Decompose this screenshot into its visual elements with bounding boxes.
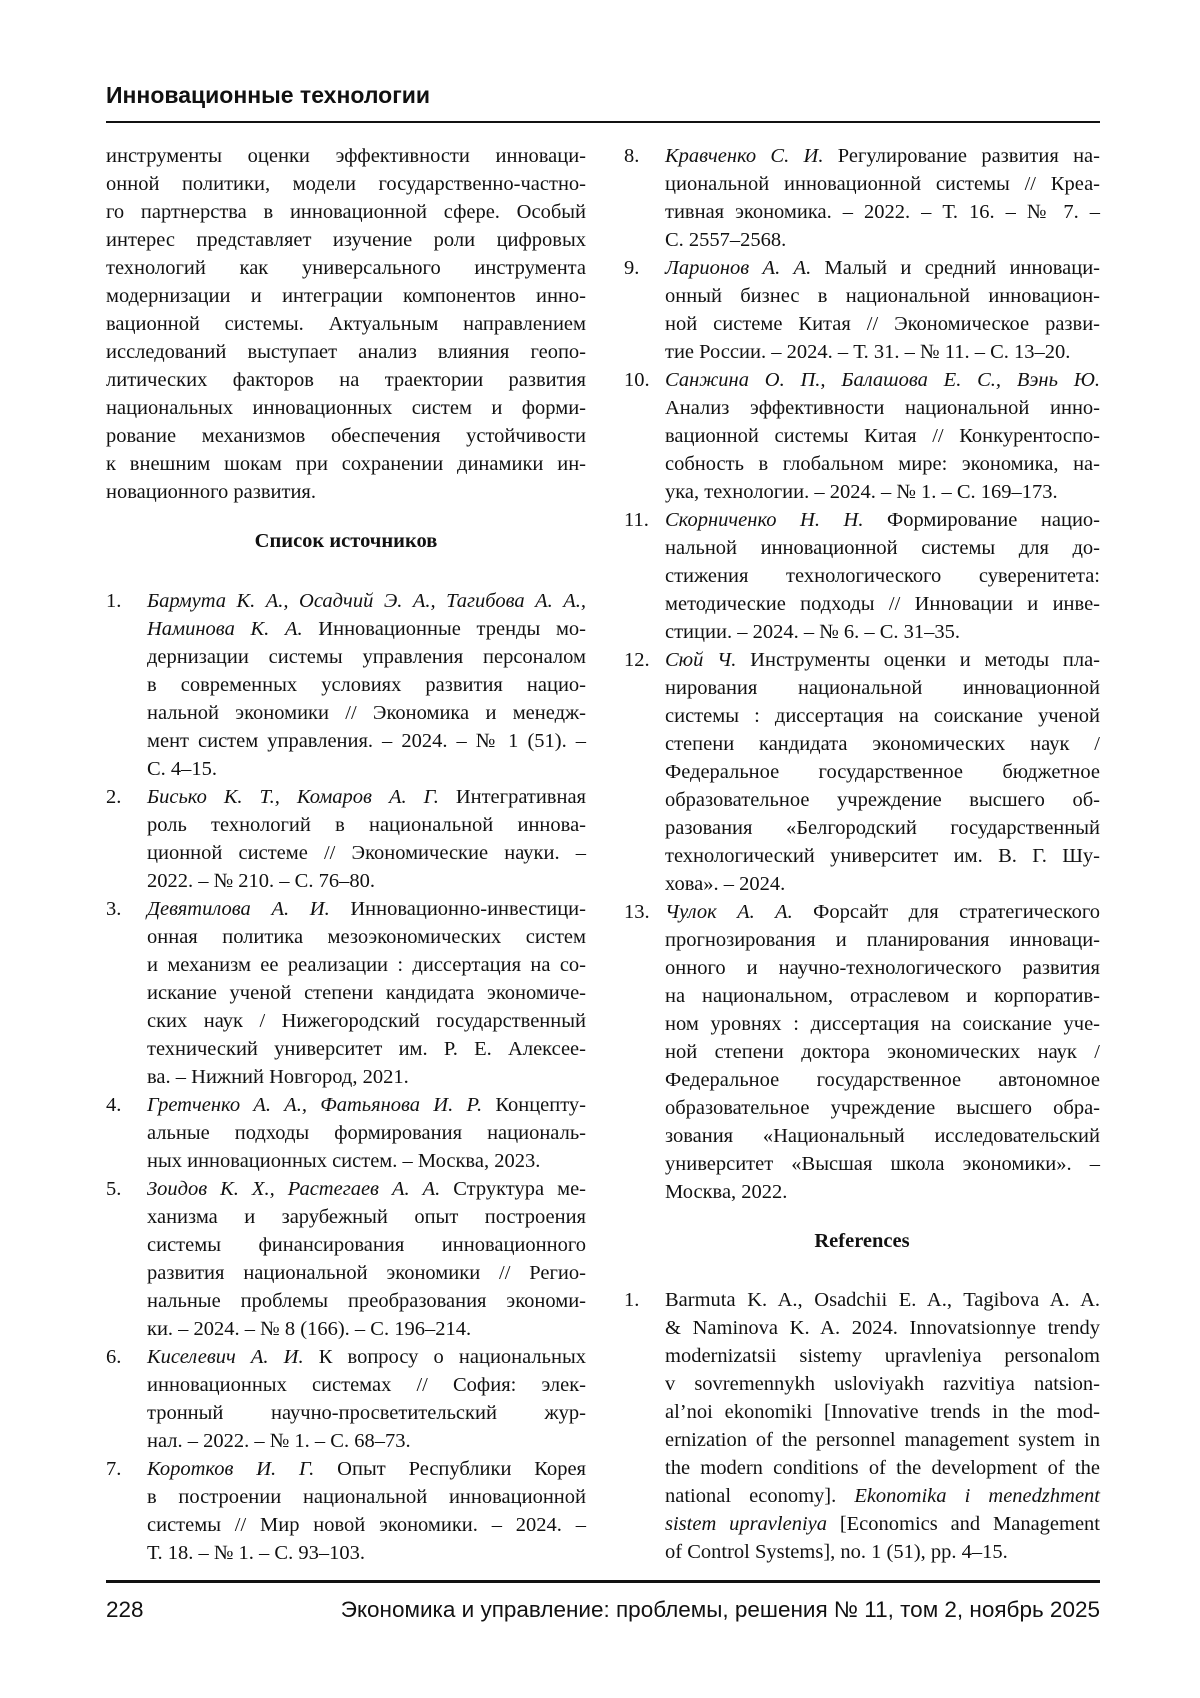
- line-text: зования «Национальный исследовательский: [665, 1125, 1100, 1147]
- line-text: дернизации системы управления персоналом: [147, 646, 586, 668]
- item-line: [665, 142, 1100, 170]
- line-text: собность в глобальном мире: экономика, на-: [665, 453, 1100, 475]
- paragraph-line: вационной системы. Актуальным направлением: [106, 310, 586, 338]
- line-text: the modern conditions of the development of the: [665, 1457, 1100, 1479]
- item-line: [147, 1399, 586, 1427]
- line-text: modernizatsii sistemy upravleniya personalom: [665, 1345, 1100, 1367]
- line-text: образовательное учреждение высшего об-: [665, 789, 1100, 811]
- line-text: вационной системы Китая // Конкурентоспо-: [665, 425, 1100, 447]
- line-text: онная политика мезоэкономических систем: [147, 926, 586, 948]
- paragraph-line: интерес представляет изучение роли цифровых: [106, 226, 586, 254]
- item-line: [147, 783, 586, 811]
- item-line: [665, 1010, 1100, 1038]
- line-text: ука, технологии. – 2024. – № 1. – С. 169–173.: [665, 481, 1058, 503]
- line-text: тие России. – 2024. – Т. 31. – № 11. – С. 13–20.: [665, 341, 1070, 363]
- item-line: [147, 1287, 586, 1315]
- line-text: циональной инновационной системы // Креа-: [665, 173, 1100, 195]
- item-line: [665, 226, 1100, 254]
- item-number: 4.: [106, 1091, 121, 1119]
- item-line: [665, 506, 1100, 534]
- list-item: [106, 1343, 586, 1455]
- item-line: [665, 1454, 1100, 1482]
- author-or-title-italic: Чулок А. А.: [665, 901, 793, 923]
- list-item: [106, 895, 586, 1091]
- author-or-title-italic: Бисько К. Т., Комаров А. Г.: [147, 786, 439, 808]
- list-item: [106, 1175, 586, 1343]
- line-text: тивная экономика. – 2022. – Т. 16. – № 7. –: [665, 201, 1100, 223]
- line-text: системы финансирования инновационного: [147, 1234, 586, 1256]
- item-line: [147, 951, 586, 979]
- line-text: инновационных системах // София: элек-: [147, 1374, 586, 1396]
- line-text: Регулирование развития на-: [823, 145, 1100, 167]
- item-number: 1.: [624, 1286, 639, 1314]
- page-number: 228: [106, 1597, 144, 1623]
- paragraph-line: модернизации и интеграции компонентов инно-: [106, 282, 586, 310]
- item-line: [665, 1150, 1100, 1178]
- item-line: [665, 1482, 1100, 1510]
- item-line: [665, 870, 1100, 898]
- line-text: [Economics and Management: [827, 1513, 1100, 1535]
- line-text: Москва, 2022.: [665, 1181, 787, 1203]
- line-text: онного и научно-технологического развития: [665, 957, 1100, 979]
- item-line: [147, 1007, 586, 1035]
- paragraph-line: рование механизмов обеспечения устойчивости: [106, 422, 586, 450]
- item-line: [665, 1314, 1100, 1342]
- line-text: нальной инновационной системы для до-: [665, 537, 1100, 559]
- footer-rule: [106, 1580, 1100, 1583]
- author-or-title-italic: Бармута К. А., Осадчий Э. А., Тагибова А. А.,: [147, 590, 586, 612]
- item-line: [665, 1398, 1100, 1426]
- paragraph-line: исследований выступает анализ влияния геопо-: [106, 338, 586, 366]
- item-number: 3.: [106, 895, 121, 923]
- paragraph-line: национальных инновационных систем и форми-: [106, 394, 586, 422]
- item-line: [665, 366, 1100, 394]
- line-text: national economy].: [665, 1485, 854, 1507]
- line-text: Интегративная: [439, 786, 586, 808]
- paragraph-line: к внешним шокам при сохранении динамики ин-: [106, 450, 586, 478]
- list-item: [624, 366, 1100, 506]
- line-text: стижения технологического суверенитета:: [665, 565, 1100, 587]
- item-line: [147, 1315, 586, 1343]
- list-item: [624, 1286, 1100, 1566]
- author-or-title-italic: Сюй Ч.: [665, 649, 736, 671]
- line-text: al’noi ekonomiki [Innovative trends in the mod-: [665, 1401, 1100, 1423]
- item-line: [665, 198, 1100, 226]
- line-text: v sovremennykh usloviyakh razvitiya natsion-: [665, 1373, 1100, 1395]
- item-line: [665, 394, 1100, 422]
- item-line: [147, 1063, 586, 1091]
- line-text: степени кандидата экономических наук /: [665, 733, 1100, 755]
- line-text: ханизма и зарубежный опыт построения: [147, 1206, 586, 1228]
- item-line: [665, 730, 1100, 758]
- references-list: [624, 1286, 1100, 1566]
- item-number: 9.: [624, 254, 639, 282]
- item-line: [147, 1455, 586, 1483]
- line-text: технический университет им. Р. Е. Алексее-: [147, 1038, 586, 1060]
- line-text: в современных условиях развития нацио-: [147, 674, 586, 696]
- line-text: и механизм ее реализации : диссертация на со-: [147, 954, 586, 976]
- list-item: [624, 646, 1100, 898]
- list-item: [106, 587, 586, 783]
- item-line: [147, 923, 586, 951]
- line-text: методические подходы // Инновации и инве-: [665, 593, 1100, 615]
- line-text: Barmuta K. A., Osadchii E. A., Tagibova A. A.: [665, 1289, 1100, 1311]
- line-text: К вопросу о национальных: [304, 1346, 586, 1368]
- item-line: [147, 1371, 586, 1399]
- item-line: [665, 1178, 1100, 1206]
- header-rule: [106, 121, 1100, 123]
- author-or-title-italic: Скорниченко Н. Н.: [665, 509, 863, 531]
- item-line: [665, 170, 1100, 198]
- sources-list-left: [106, 587, 586, 1567]
- line-text: тронный научно-просветительский жур-: [147, 1402, 586, 1424]
- item-line: [665, 786, 1100, 814]
- line-text: нальные проблемы преобразования экономи-: [147, 1290, 586, 1312]
- line-text: & Naminova K. A. 2024. Innovatsionnye trendy: [665, 1317, 1100, 1339]
- item-line: [665, 898, 1100, 926]
- item-line: [147, 671, 586, 699]
- paragraph-line: технологий как универсального инструмента: [106, 254, 586, 282]
- list-item: [624, 142, 1100, 254]
- line-text: на национальном, отраслевом и корпоратив-: [665, 985, 1100, 1007]
- item-line: [665, 1510, 1100, 1538]
- sources-list-right: [624, 142, 1100, 1206]
- item-line: [147, 1539, 586, 1567]
- item-line: [147, 1035, 586, 1063]
- line-text: Форсайт для стратегического: [793, 901, 1100, 923]
- line-text: ной степени доктора экономических наук /: [665, 1041, 1100, 1063]
- line-text: С. 2557–2568.: [665, 229, 786, 251]
- item-line: [147, 587, 586, 615]
- author-or-title-italic: Зоидов К. Х., Растегаев А. А.: [147, 1178, 440, 1200]
- journal-name: Экономика и управление: проблемы, решения № 11, том 2, ноябрь 2025: [341, 1597, 1100, 1623]
- item-number: 12.: [624, 646, 650, 674]
- line-text: С. 4–15.: [147, 758, 217, 780]
- item-line: [665, 1038, 1100, 1066]
- item-line: [147, 1511, 586, 1539]
- line-text: нальной экономики // Экономика и менедж-: [147, 702, 586, 724]
- item-line: [665, 1538, 1100, 1566]
- item-line: [147, 1119, 586, 1147]
- item-line: [665, 1122, 1100, 1150]
- item-line: [665, 590, 1100, 618]
- item-number: 10.: [624, 366, 650, 394]
- list-item: [624, 898, 1100, 1206]
- item-line: [147, 979, 586, 1007]
- line-text: системы // Мир новой экономики. – 2024. –: [147, 1514, 586, 1536]
- line-text: альные подходы формирования националь-: [147, 1122, 586, 1144]
- list-item: [624, 254, 1100, 366]
- item-line: [665, 422, 1100, 450]
- author-or-title-italic: Кравченко С. И.: [665, 145, 823, 167]
- item-line: [665, 338, 1100, 366]
- line-text: онный бизнес в национальной инновацион-: [665, 285, 1100, 307]
- line-text: роль технологий в национальной иннова-: [147, 814, 586, 836]
- item-line: [665, 1370, 1100, 1398]
- item-line: [665, 1066, 1100, 1094]
- author-or-title-italic: sistem upravleniya: [665, 1513, 827, 1535]
- item-line: [665, 562, 1100, 590]
- line-text: ва. – Нижний Новгород, 2021.: [147, 1066, 409, 1088]
- line-text: стиции. – 2024. – № 6. – С. 31–35.: [665, 621, 960, 643]
- line-text: ских наук / Нижегородский государственный: [147, 1010, 586, 1032]
- item-line: [665, 1342, 1100, 1370]
- item-line: [147, 1343, 586, 1371]
- item-number: 6.: [106, 1343, 121, 1371]
- line-text: в построении национальной инновационной: [147, 1486, 586, 1508]
- section-title: Инновационные технологии: [106, 82, 430, 109]
- item-number: 11.: [624, 506, 649, 534]
- item-line: [665, 814, 1100, 842]
- item-line: [147, 755, 586, 783]
- line-text: системы : диссертация на соискание ученой: [665, 705, 1100, 727]
- item-line: [147, 1147, 586, 1175]
- line-text: нирования национальной инновационной: [665, 677, 1100, 699]
- list-item: [106, 783, 586, 895]
- item-line: [147, 1231, 586, 1259]
- item-line: [665, 534, 1100, 562]
- item-line: [665, 1286, 1100, 1314]
- item-line: [147, 1427, 586, 1455]
- line-text: развития национальной экономики // Регио-: [147, 1262, 586, 1284]
- intro-paragraph: [106, 142, 586, 506]
- line-text: ной системе Китая // Экономическое разви-: [665, 313, 1100, 335]
- line-text: искание ученой степени кандидата экономиче-: [147, 982, 586, 1004]
- author-or-title-italic: Ларионов А. А.: [665, 257, 811, 279]
- author-or-title-italic: Девятилова А. И.: [147, 898, 330, 920]
- line-text: прогнозирования и планирования инноваци-: [665, 929, 1100, 951]
- item-line: [665, 450, 1100, 478]
- item-number: 8.: [624, 142, 639, 170]
- item-number: 7.: [106, 1455, 121, 1483]
- item-line: [665, 618, 1100, 646]
- item-line: [665, 478, 1100, 506]
- item-line: [147, 1259, 586, 1287]
- list-item: [106, 1091, 586, 1175]
- line-text: Инновационно-инвестици-: [330, 898, 586, 920]
- list-item: [624, 506, 1100, 646]
- item-line: [147, 615, 586, 643]
- paragraph-line: инструменты оценки эффективности инноваци-: [106, 142, 586, 170]
- item-line: [147, 811, 586, 839]
- line-text: ernization of the personnel management system in: [665, 1429, 1100, 1451]
- line-text: Федеральное государственное автономное: [665, 1069, 1100, 1091]
- author-or-title-italic: Коротков И. Г.: [147, 1458, 314, 1480]
- line-text: Малый и средний инноваци-: [811, 257, 1100, 279]
- item-line: [147, 727, 586, 755]
- item-line: [147, 839, 586, 867]
- line-text: нал. – 2022. – № 1. – С. 68–73.: [147, 1430, 411, 1452]
- author-or-title-italic: Наминова К. А.: [147, 618, 303, 640]
- line-text: университет «Высшая школа экономики». –: [665, 1153, 1100, 1175]
- item-line: [665, 758, 1100, 786]
- line-text: of Control Systems], no. 1 (51), pp. 4–15.: [665, 1541, 1008, 1563]
- item-line: [665, 702, 1100, 730]
- line-text: Формирование нацио-: [863, 509, 1100, 531]
- line-text: хова». – 2024.: [665, 873, 785, 895]
- item-line: [665, 254, 1100, 282]
- item-line: [147, 867, 586, 895]
- item-line: [147, 1483, 586, 1511]
- item-line: [665, 1426, 1100, 1454]
- line-text: Опыт Республики Корея: [314, 1458, 586, 1480]
- author-or-title-italic: Киселевич А. И.: [147, 1346, 304, 1368]
- line-text: технологический университет им. В. Г. Шу-: [665, 845, 1100, 867]
- item-line: [147, 1175, 586, 1203]
- line-text: Анализ эффективности национальной инно-: [665, 397, 1100, 419]
- line-text: образовательное учреждение высшего обра-: [665, 1097, 1100, 1119]
- paragraph-line: литических факторов на траектории развития: [106, 366, 586, 394]
- paragraph-line: онной политики, модели государственно-частно-: [106, 170, 586, 198]
- line-text: ных инновационных систем. – Москва, 2023.: [147, 1150, 540, 1172]
- item-line: [665, 310, 1100, 338]
- item-line: [665, 282, 1100, 310]
- item-number: 1.: [106, 587, 121, 615]
- item-line: [147, 643, 586, 671]
- item-line: [147, 1203, 586, 1231]
- item-line: [147, 895, 586, 923]
- item-line: [665, 1094, 1100, 1122]
- line-text: Федеральное государственное бюджетное: [665, 761, 1100, 783]
- author-or-title-italic: Санжина О. П., Балашова Е. С., Вэнь Ю.: [665, 369, 1100, 391]
- paragraph-line: го партнерства в инновационной сфере. Особый: [106, 198, 586, 226]
- item-line: [665, 842, 1100, 870]
- item-line: [665, 954, 1100, 982]
- item-line: [665, 674, 1100, 702]
- author-or-title-italic: Ekonomika i menedzhment: [854, 1485, 1100, 1507]
- item-number: 5.: [106, 1175, 121, 1203]
- item-line: [665, 646, 1100, 674]
- paragraph-line: новационного развития.: [106, 478, 586, 506]
- item-number: 13.: [624, 898, 650, 926]
- line-text: Концепту-: [482, 1094, 586, 1116]
- item-line: [147, 1091, 586, 1119]
- author-or-title-italic: Гретченко А. А., Фатьянова И. Р.: [147, 1094, 482, 1116]
- line-text: 2022. – № 210. – С. 76–80.: [147, 870, 375, 892]
- line-text: Инновационные тренды мо-: [303, 618, 586, 640]
- item-line: [147, 699, 586, 727]
- item-number: 2.: [106, 783, 121, 811]
- line-text: мент систем управления. – 2024. – № 1 (51). –: [147, 730, 586, 752]
- line-text: разования «Белгородский государственный: [665, 817, 1100, 839]
- item-line: [665, 926, 1100, 954]
- line-text: ки. – 2024. – № 8 (166). – С. 196–214.: [147, 1318, 471, 1340]
- sources-heading: Список источников: [106, 530, 586, 553]
- line-text: Структура ме-: [440, 1178, 586, 1200]
- list-item: [106, 1455, 586, 1567]
- item-line: [665, 982, 1100, 1010]
- line-text: Инструменты оценки и методы пла-: [736, 649, 1100, 671]
- line-text: ном уровнях : диссертация на соискание уче-: [665, 1013, 1100, 1035]
- references-heading: References: [624, 1230, 1100, 1253]
- line-text: Т. 18. – № 1. – С. 93–103.: [147, 1542, 365, 1564]
- line-text: ционной системе // Экономические науки. –: [147, 842, 586, 864]
